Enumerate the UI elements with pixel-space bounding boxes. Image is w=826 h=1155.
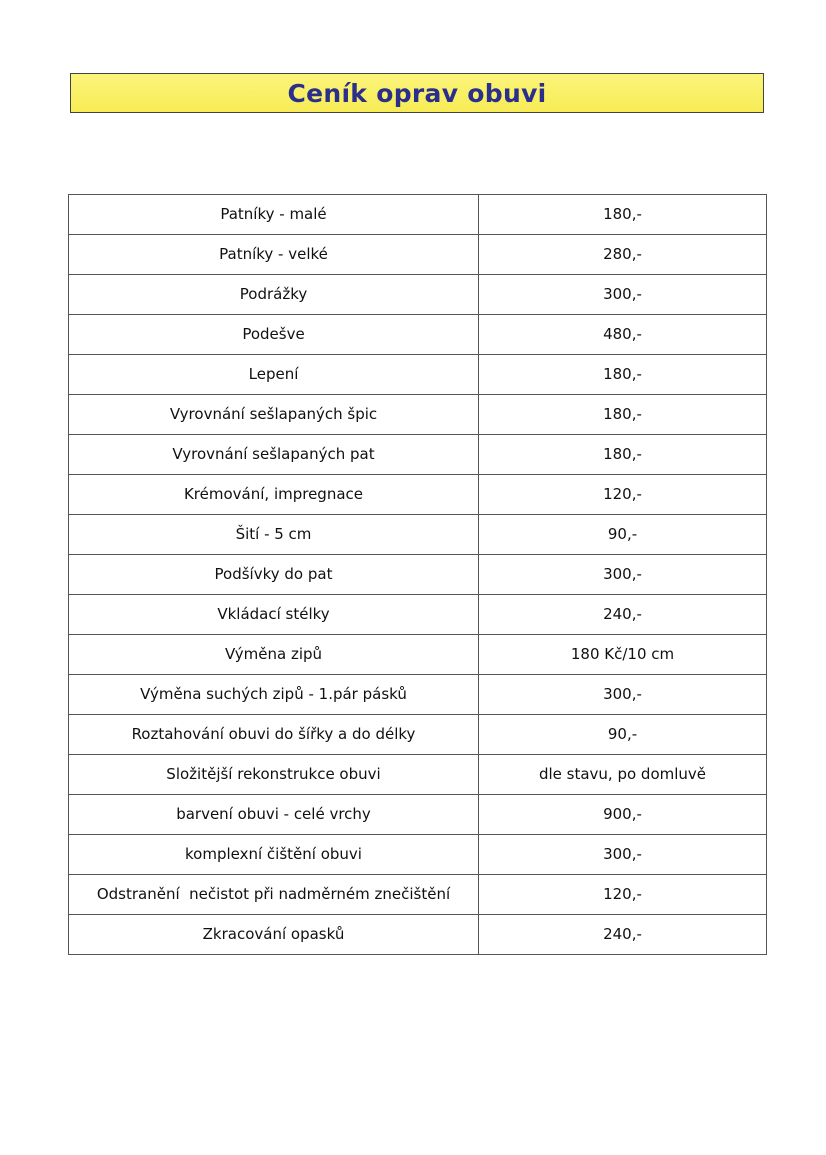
table-row [69, 875, 767, 915]
service-name: Výměna zipů [69, 635, 479, 675]
price-table [68, 194, 767, 955]
table-row [69, 275, 767, 315]
service-price: 180 Kč/10 cm [479, 635, 767, 675]
service-name: Lepení [69, 355, 479, 395]
service-price: 90,- [479, 515, 767, 555]
service-price: dle stavu, po domluvě [479, 755, 767, 795]
table-row [69, 435, 767, 475]
table-row [69, 475, 767, 515]
table-row [69, 555, 767, 595]
service-name: Podšívky do pat [69, 555, 479, 595]
table-row [69, 195, 767, 235]
table-row [69, 395, 767, 435]
service-name: Zkracování opasků [69, 915, 479, 955]
service-name: Vyrovnání sešlapaných pat [69, 435, 479, 475]
service-price: 180,- [479, 395, 767, 435]
page-title: Ceník oprav obuvi [287, 78, 547, 108]
table-row [69, 355, 767, 395]
service-name: Patníky - malé [69, 195, 479, 235]
service-name: barvení obuvi - celé vrchy [69, 795, 479, 835]
service-name: Podrážky [69, 275, 479, 315]
table-row [69, 515, 767, 555]
table-row [69, 675, 767, 715]
table-row [69, 635, 767, 675]
service-name: Vkládací stélky [69, 595, 479, 635]
service-price: 90,- [479, 715, 767, 755]
service-name: Vyrovnání sešlapaných špic [69, 395, 479, 435]
title-banner [70, 73, 764, 113]
service-name: Složitější rekonstrukce obuvi [69, 755, 479, 795]
service-price: 180,- [479, 435, 767, 475]
service-price: 300,- [479, 835, 767, 875]
service-name: Výměna suchých zipů - 1.pár pásků [69, 675, 479, 715]
table-row [69, 315, 767, 355]
service-price: 900,- [479, 795, 767, 835]
service-name: Podešve [69, 315, 479, 355]
table-row [69, 235, 767, 275]
service-price: 300,- [479, 555, 767, 595]
table-row [69, 755, 767, 795]
service-name: Roztahování obuvi do šířky a do délky [69, 715, 479, 755]
table-row [69, 795, 767, 835]
service-price: 240,- [479, 595, 767, 635]
table-row [69, 715, 767, 755]
service-name: Šití - 5 cm [69, 515, 479, 555]
table-row [69, 835, 767, 875]
service-price: 300,- [479, 275, 767, 315]
table-row [69, 915, 767, 955]
service-name: Krémování, impregnace [69, 475, 479, 515]
service-price: 180,- [479, 355, 767, 395]
service-price: 240,- [479, 915, 767, 955]
service-name: komplexní čištění obuvi [69, 835, 479, 875]
service-price: 120,- [479, 475, 767, 515]
service-price: 180,- [479, 195, 767, 235]
service-price: 120,- [479, 875, 767, 915]
service-name: Patníky - velké [69, 235, 479, 275]
service-name: Odstranění nečistot při nadměrném znečištění [69, 875, 479, 915]
service-price: 300,- [479, 675, 767, 715]
table-row [69, 595, 767, 635]
service-price: 280,- [479, 235, 767, 275]
service-price: 480,- [479, 315, 767, 355]
